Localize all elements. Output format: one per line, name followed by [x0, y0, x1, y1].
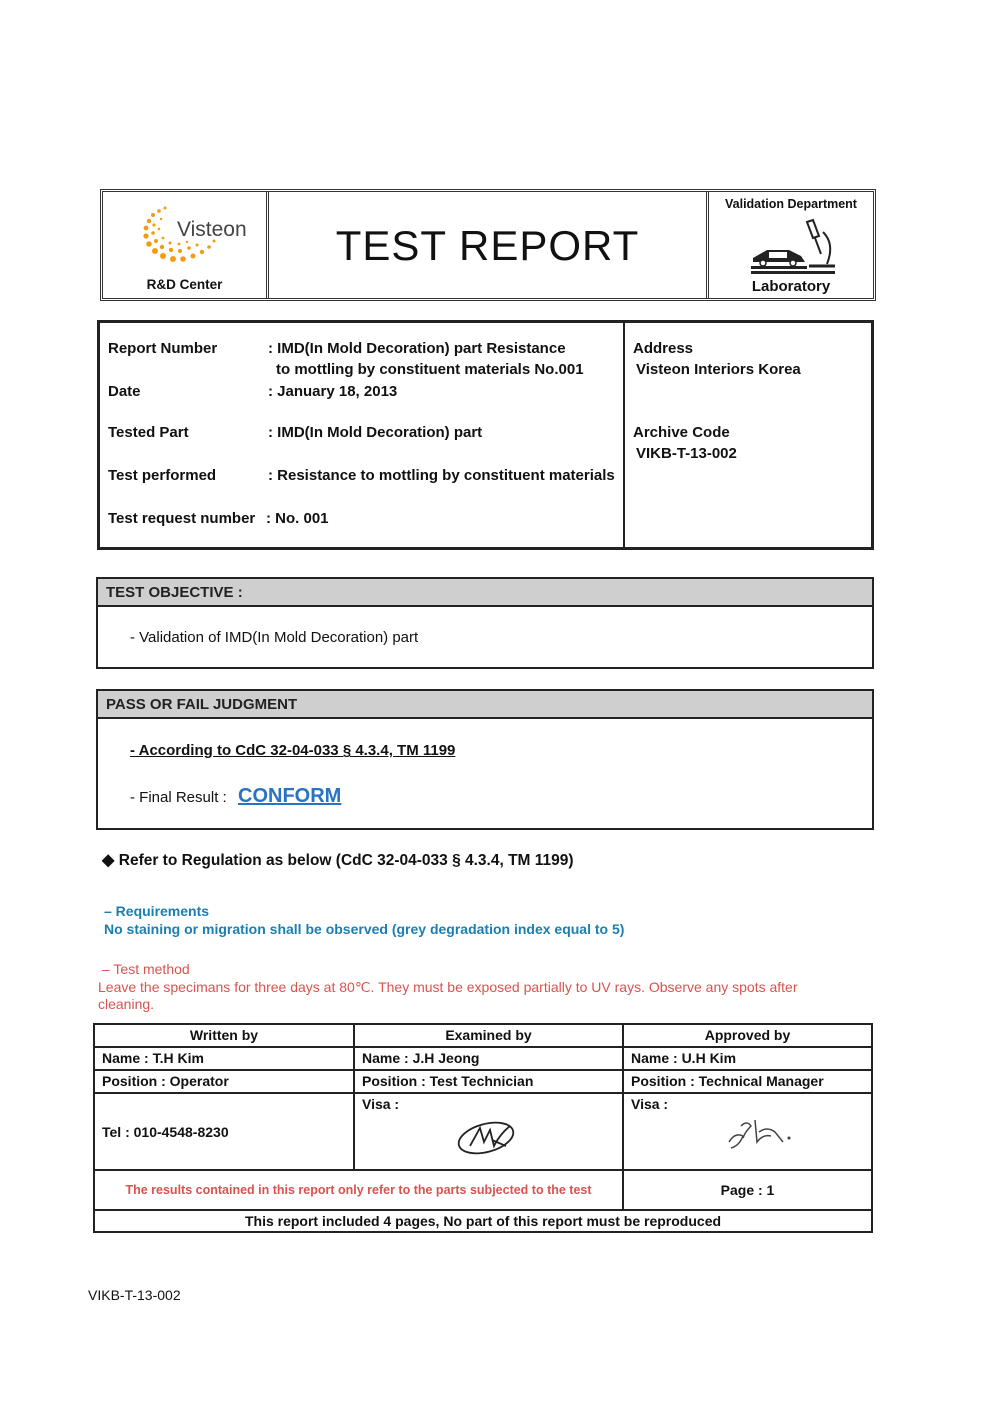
test-method-title: – Test method: [102, 961, 190, 977]
results-disclaimer: The results contained in this report only refer to the parts subjected to the test: [94, 1170, 623, 1210]
examined-by-visa: [354, 1093, 623, 1170]
examined-by-name: Name : J.H Jeong: [354, 1047, 623, 1070]
microscope-car-icon: [749, 214, 839, 276]
date-label: Date: [108, 383, 141, 400]
requirements-text: No staining or migration shall be observed (grey degradation index equal to 5): [104, 921, 625, 937]
test-method-text-cont: cleaning.: [98, 996, 155, 1012]
logo-subtitle: R&D Center: [146, 277, 223, 292]
tested-part-value: : IMD(In Mold Decoration) part: [268, 424, 483, 441]
test-method-text: Leave the specimans for three days at 80℃. They must be exposed partially to UV rays. Observe any spots after: [98, 979, 798, 995]
signature-table: [93, 1023, 873, 1233]
written-by-position: Position : Operator: [94, 1070, 354, 1093]
department-cell: [709, 192, 873, 298]
approved-by-name: Name : U.H Kim: [623, 1047, 872, 1070]
report-number-value-cont: to mottling by constituent materials No.001: [276, 361, 584, 378]
department-label: Validation Department: [725, 197, 857, 211]
judgment-section: [96, 689, 874, 830]
address-label: Address: [633, 340, 694, 357]
test-request-value: : No. 001: [266, 510, 329, 527]
test-objective-heading: TEST OBJECTIVE :: [98, 579, 872, 607]
title-cell: [269, 192, 709, 298]
archive-code-label: Archive Code: [633, 424, 730, 441]
footer-archive-code: VIKB-T-13-002: [88, 1287, 181, 1303]
approved-by-visa: [623, 1093, 872, 1170]
test-objective-text: - Validation of IMD(In Mold Decoration) part: [130, 629, 419, 646]
test-performed-value: : Resistance to mottling by constituent materials: [268, 467, 615, 484]
written-by-header: Written by: [94, 1024, 354, 1047]
diamond-bullet-icon: ◆: [102, 852, 119, 869]
judgment-heading: PASS OR FAIL JUDGMENT: [98, 691, 872, 719]
requirements-title: – Requirements: [104, 903, 210, 919]
final-result-label: - Final Result :: [130, 789, 227, 806]
logo-name: Visteon: [177, 218, 247, 241]
page-title: TEST REPORT: [335, 222, 640, 269]
laboratory-label: Laboratory: [751, 278, 831, 295]
approved-by-visa-label: Visa :: [631, 1096, 669, 1112]
examined-by-position: Position : Test Technician: [354, 1070, 623, 1093]
report-header: [100, 189, 876, 301]
final-result-value: CONFORM: [238, 785, 342, 807]
tested-part-label: Tested Part: [108, 424, 189, 441]
test-request-label: Test request number: [108, 510, 256, 527]
reproduction-note: This report included 4 pages, No part of this report must be reproduced: [94, 1210, 872, 1232]
test-performed-label: Test performed: [108, 467, 217, 484]
archive-code-value: VIKB-T-13-002: [636, 445, 737, 462]
regulation-heading: [102, 850, 574, 870]
report-number-label: Report Number: [108, 340, 218, 357]
written-by-name: Name : T.H Kim: [94, 1047, 354, 1070]
page-number: Page : 1: [623, 1170, 872, 1210]
report-number-value: : IMD(In Mold Decoration) part Resistance: [268, 340, 566, 357]
report-info: [97, 320, 874, 550]
date-value: : January 18, 2013: [268, 383, 398, 400]
approved-by-header: Approved by: [623, 1024, 872, 1047]
signature-kim-icon: [721, 1112, 795, 1156]
written-by-tel: Tel : 010-4548-8230: [94, 1093, 354, 1170]
examined-by-visa-label: Visa :: [362, 1096, 400, 1112]
report-info-left: [100, 323, 625, 547]
examined-by-header: Examined by: [354, 1024, 623, 1047]
signature-jeong-icon: [454, 1116, 524, 1160]
approved-by-position: Position : Technical Manager: [623, 1070, 872, 1093]
judgment-according: - According to CdC 32-04-033 § 4.3.4, TM 1199: [130, 742, 456, 759]
regulation-heading-text: Refer to Regulation as below (CdC 32-04-033 § 4.3.4, TM 1199): [118, 852, 574, 869]
logo-cell: [103, 192, 269, 298]
test-objective-section: [96, 577, 874, 669]
address-value: Visteon Interiors Korea: [636, 361, 801, 378]
